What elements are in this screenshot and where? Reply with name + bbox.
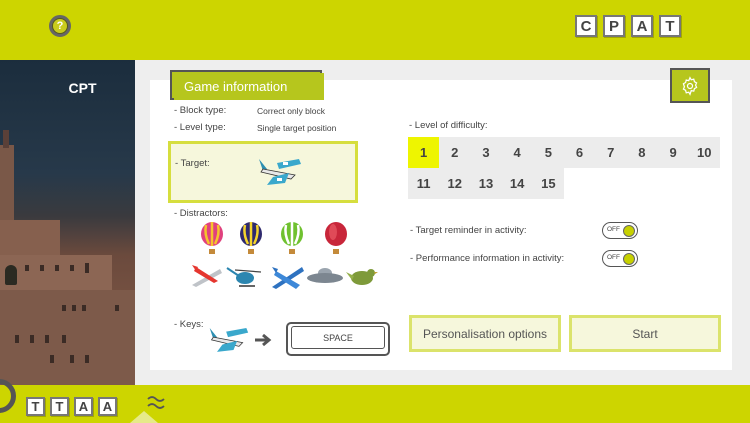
helicopter-icon <box>225 262 263 290</box>
arrow-right-icon <box>254 332 272 348</box>
cpat-logo <box>575 15 681 37</box>
logo-letter: A <box>74 397 93 416</box>
sidebar-title: CPT <box>68 80 97 96</box>
blue-plane-icon <box>206 324 250 354</box>
striped-navy-balloon-icon <box>239 222 263 256</box>
level-8-button[interactable]: 8 <box>638 145 646 160</box>
toggle-knob <box>623 225 635 237</box>
sidebar <box>0 60 135 385</box>
level-15-button[interactable]: 15 <box>541 176 556 191</box>
blue-fighter-plane-icon <box>270 263 306 291</box>
distractors-label: - Distractors: <box>174 208 228 219</box>
level-12-button[interactable]: 12 <box>447 176 463 191</box>
logo-letter: T <box>50 397 69 416</box>
start-button[interactable]: Start <box>569 315 721 352</box>
level-13-button[interactable]: 13 <box>478 176 494 191</box>
logo-letter: P <box>603 15 625 37</box>
wave-icon <box>147 394 165 410</box>
level-4-button[interactable]: 4 <box>513 145 521 160</box>
level-6-button[interactable]: 6 <box>575 145 584 160</box>
block-type-value: Correct only block <box>257 106 326 116</box>
logo-letter: C <box>575 15 597 37</box>
block-type-label: - Block type: <box>174 105 227 116</box>
performance-info-label: - Performance information in activity: <box>410 253 565 264</box>
difficulty-label: - Level of difficulty: <box>409 120 488 131</box>
personalisation-options-button[interactable]: Personalisation options <box>409 315 561 352</box>
performance-info-toggle[interactable] <box>602 250 638 267</box>
logo-letter: T <box>659 15 681 37</box>
top-bar <box>0 0 750 60</box>
ufo-icon <box>306 266 344 286</box>
level-14-button[interactable]: 14 <box>509 176 525 191</box>
level-2-button[interactable]: 2 <box>451 145 459 160</box>
question-mark-icon: ? <box>53 19 67 33</box>
level-10-button[interactable]: 10 <box>697 145 712 160</box>
level-5-button[interactable]: 5 <box>544 145 552 160</box>
level-7-button[interactable]: 7 <box>607 145 615 160</box>
difficulty-grid <box>408 137 720 199</box>
red-balloon-icon <box>324 222 348 256</box>
level-type-value: Single target position <box>257 123 337 133</box>
decorative-triangle <box>130 411 158 423</box>
level-9-button[interactable]: 9 <box>669 145 677 160</box>
game-info-title: Game information <box>174 73 324 100</box>
striped-green-balloon-icon <box>280 222 304 256</box>
level-type-label: - Level type: <box>174 122 226 133</box>
logo-letter: A <box>631 15 653 37</box>
level-11-button[interactable]: 11 <box>416 176 431 191</box>
gear-icon <box>680 76 700 96</box>
keys-label: - Keys: <box>174 319 204 330</box>
settings-button[interactable] <box>670 68 710 103</box>
space-key-label: SPACE <box>291 326 385 349</box>
level-1-button[interactable]: 1 <box>408 137 439 168</box>
toggle-state: OFF <box>607 254 620 261</box>
toggle-state: OFF <box>607 226 620 233</box>
striped-pink-balloon-icon <box>200 222 224 256</box>
help-button[interactable] <box>49 15 71 37</box>
logo-letter: T <box>26 397 45 416</box>
target-reminder-toggle[interactable] <box>602 222 638 239</box>
target-label: - Target: <box>175 158 210 169</box>
toggle-knob <box>623 253 635 265</box>
decorative-circle <box>0 379 16 413</box>
space-key <box>286 322 390 356</box>
target-reminder-label: - Target reminder in activity: <box>410 225 527 236</box>
red-plane-icon <box>190 263 224 289</box>
logo-letter: A <box>98 397 117 416</box>
level-3-button[interactable]: 3 <box>482 145 490 160</box>
blue-plane-icon <box>255 155 303 187</box>
green-bird-icon <box>344 266 378 288</box>
ttaa-logo <box>26 397 117 416</box>
